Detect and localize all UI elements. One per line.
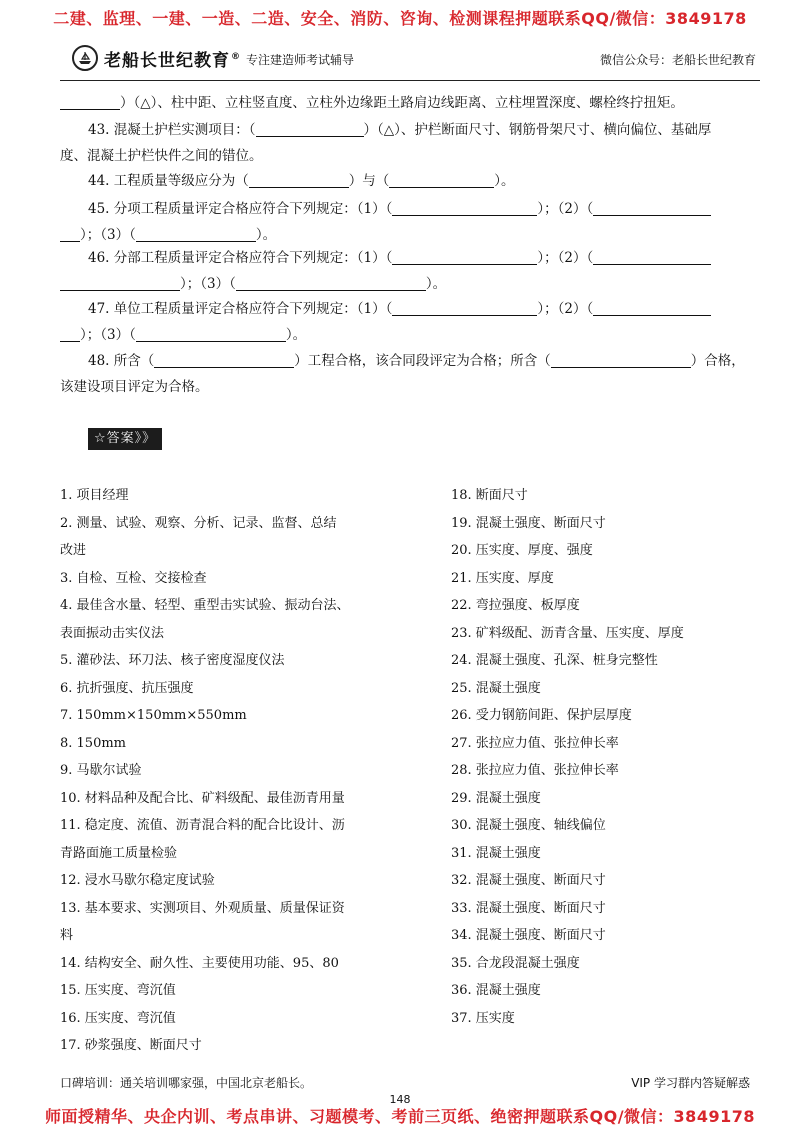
question-44 bbox=[60, 168, 760, 194]
top-promo-banner: 二建、监理、一建、一造、二造、安全、消防、咨询、检测课程押题联系QQ/微信：3849178 bbox=[53, 9, 747, 28]
logo-name: 老船长世纪教育 bbox=[104, 50, 230, 71]
ship-logo-icon bbox=[72, 45, 98, 71]
question-text: 43. 混凝土护栏实测项目：（ bbox=[88, 122, 256, 138]
answer-item: 28. 张拉应力值、张拉伸长率 bbox=[451, 763, 619, 778]
answer-blank[interactable] bbox=[136, 225, 256, 242]
page-number: 148 bbox=[389, 1093, 411, 1106]
answer-item: 11. 稳定度、流值、沥青混合料的配合比设计、沥 bbox=[60, 818, 345, 833]
question-text: ）；（2）（ bbox=[537, 301, 594, 317]
question-48 bbox=[60, 348, 760, 400]
answer-item: 12. 浸水马歇尔稳定度试验 bbox=[60, 873, 215, 888]
question-text: 46. 分部工程质量评定合格应符合下列规定：（1）（ bbox=[88, 250, 393, 266]
answer-item: 7. 150mm×150mm×550mm bbox=[60, 708, 247, 723]
answer-item: 9. 马歇尔试验 bbox=[60, 763, 142, 778]
question-text: 44. 工程质量等级应分为（ bbox=[88, 173, 249, 189]
answer-item: 31. 混凝土强度 bbox=[451, 845, 541, 861]
question-text: 47. 单位工程质量评定合格应符合下列规定：（1）（ bbox=[88, 301, 393, 317]
answer-section-label: ☆答案》》 bbox=[88, 428, 162, 450]
answer-item: 30. 混凝土强度、轴线偏位 bbox=[451, 818, 606, 833]
answer-item: 3. 自检、互检、交接检查 bbox=[60, 570, 207, 586]
question-text: ）；（3）（ bbox=[80, 227, 136, 243]
answer-item: 33. 混凝土强度、断面尺寸 bbox=[451, 900, 606, 916]
question-text: 45. 分项工程质量评定合格应符合下列规定：（1）（ bbox=[88, 201, 393, 217]
answer-item: 2. 测量、试验、观察、分析、记录、监督、总结 bbox=[60, 515, 337, 531]
answer-item: 26. 受力钢筋间距、保护层厚度 bbox=[451, 708, 632, 723]
answer-blank[interactable] bbox=[593, 299, 711, 316]
question-46 bbox=[60, 245, 760, 297]
answer-blank[interactable] bbox=[136, 325, 286, 342]
header-slogan: 专注建造师考试辅导 bbox=[246, 53, 355, 67]
answer-item-continuation: 料 bbox=[60, 928, 74, 943]
answer-item: 23. 矿料级配、沥青含量、压实度、厚度 bbox=[451, 625, 684, 641]
answer-item: 25. 混凝土强度 bbox=[451, 680, 541, 696]
question-text: 48. 所含（ bbox=[88, 353, 155, 369]
answer-item: 1. 项目经理 bbox=[60, 488, 129, 503]
question-text: ）；（2）（ bbox=[537, 201, 594, 217]
question-45 bbox=[60, 196, 760, 248]
question-text: ）；（3）（ bbox=[180, 276, 236, 292]
answer-blank[interactable] bbox=[392, 248, 537, 265]
question-text: ）与（ bbox=[348, 173, 390, 189]
answer-blank[interactable] bbox=[236, 274, 426, 291]
question-text: ）；（3）（ bbox=[80, 327, 136, 343]
answer-item: 36. 混凝土强度 bbox=[451, 983, 541, 998]
question-42-tail bbox=[60, 90, 760, 116]
question-text: ）（△）、护栏断面尺寸、钢筋骨架尺寸、横向偏位、基础厚 bbox=[363, 122, 712, 138]
answer-item: 37. 压实度 bbox=[451, 1010, 515, 1026]
logo-text bbox=[104, 46, 241, 71]
answer-blank[interactable] bbox=[60, 225, 80, 242]
bottom-promo-banner: 师面授精华、央企内训、考点串讲、习题模考、考前三页纸、绝密押题联系QQ/微信：3849178 bbox=[45, 1107, 755, 1126]
answer-item-continuation: 青路面施工质量检验 bbox=[60, 845, 178, 861]
answer-blank[interactable] bbox=[389, 171, 494, 188]
answer-item: 6. 抗折强度、抗压强度 bbox=[60, 680, 194, 696]
answer-blank[interactable] bbox=[593, 248, 711, 265]
answer-blank[interactable] bbox=[60, 93, 120, 110]
answer-item: 8. 150mm bbox=[60, 735, 127, 751]
answer-item: 19. 混凝土强度、断面尺寸 bbox=[451, 515, 606, 531]
answers-left-column bbox=[60, 482, 420, 1060]
answer-blank[interactable] bbox=[551, 351, 691, 368]
answer-blank[interactable] bbox=[256, 120, 364, 137]
question-text: ）；（2）（ bbox=[537, 250, 594, 266]
answer-item: 18. 断面尺寸 bbox=[451, 488, 528, 503]
answer-item: 34. 混凝土强度、断面尺寸 bbox=[451, 928, 606, 943]
question-text: ）。 bbox=[255, 227, 277, 243]
answer-blank[interactable] bbox=[593, 199, 711, 216]
answer-item: 17. 砂浆强度、断面尺寸 bbox=[60, 1038, 202, 1053]
header-wechat: 微信公众号：老船长世纪教育 bbox=[599, 53, 756, 67]
question-text: 该建设项目评定为合格。 bbox=[60, 379, 209, 395]
question-text: ）。 bbox=[494, 173, 515, 189]
answer-item: 14. 结构安全、耐久性、主要使用功能、95、80 bbox=[60, 955, 339, 971]
answer-item: 4. 最佳含水量、轻型、重型击实试验、振动台法、 bbox=[60, 598, 350, 613]
question-text: ）。 bbox=[425, 276, 447, 292]
answer-item: 13. 基本要求、实测项目、外观质量、质量保证资 bbox=[60, 900, 345, 916]
question-text: ）合格， bbox=[690, 353, 745, 369]
footer-vip-note: VIP 学习群内答疑解惑 bbox=[631, 1076, 750, 1090]
answer-item-continuation: 表面振动击实仪法 bbox=[60, 625, 165, 641]
logo-registered-mark: ® bbox=[231, 51, 241, 62]
answer-item: 22. 弯拉强度、板厚度 bbox=[451, 598, 580, 613]
answer-item: 16. 压实度、弯沉值 bbox=[60, 1010, 176, 1026]
question-text: ）（△）、柱中距、立柱竖直度、立柱外边缘距土路肩边线距离、立柱埋置深度、螺栓终拧扭矩。 bbox=[120, 95, 684, 111]
question-text: ）。 bbox=[285, 327, 307, 343]
question-47 bbox=[60, 296, 760, 348]
answer-item: 27. 张拉应力值、张拉伸长率 bbox=[451, 735, 619, 751]
answer-blank[interactable] bbox=[60, 325, 80, 342]
footer-slogan: 口碑培训：通关培训哪家强，中国北京老船长。 bbox=[60, 1076, 313, 1090]
logo bbox=[72, 44, 241, 72]
answer-blank[interactable] bbox=[392, 299, 537, 316]
answer-item: 21. 压实度、厚度 bbox=[451, 570, 554, 586]
answer-item: 29. 混凝土强度 bbox=[451, 790, 541, 806]
page-header bbox=[60, 38, 760, 78]
answer-item: 32. 混凝土强度、断面尺寸 bbox=[451, 873, 606, 888]
answer-item: 20. 压实度、厚度、强度 bbox=[451, 543, 593, 558]
answer-item: 10. 材料品种及配合比、矿料级配、最佳沥青用量 bbox=[60, 790, 345, 806]
question-text: 度、混凝土护栏快件之间的错位。 bbox=[60, 148, 263, 164]
answer-blank[interactable] bbox=[60, 274, 180, 291]
answers-right-column bbox=[451, 482, 771, 1032]
answer-blank[interactable] bbox=[154, 351, 294, 368]
answer-item: 35. 合龙段混凝土强度 bbox=[451, 955, 580, 971]
answer-item: 24. 混凝土强度、孔深、桩身完整性 bbox=[451, 653, 658, 668]
answer-item-continuation: 改进 bbox=[60, 543, 87, 558]
answer-blank[interactable] bbox=[392, 199, 537, 216]
answer-item: 5. 灌砂法、环刀法、核子密度湿度仪法 bbox=[60, 653, 285, 668]
answer-blank[interactable] bbox=[249, 171, 349, 188]
answer-item: 15. 压实度、弯沉值 bbox=[60, 983, 176, 998]
question-43 bbox=[60, 117, 760, 169]
header-divider bbox=[60, 80, 760, 81]
question-text: ）工程合格，该合同段评定为合格；所含（ bbox=[294, 353, 551, 369]
